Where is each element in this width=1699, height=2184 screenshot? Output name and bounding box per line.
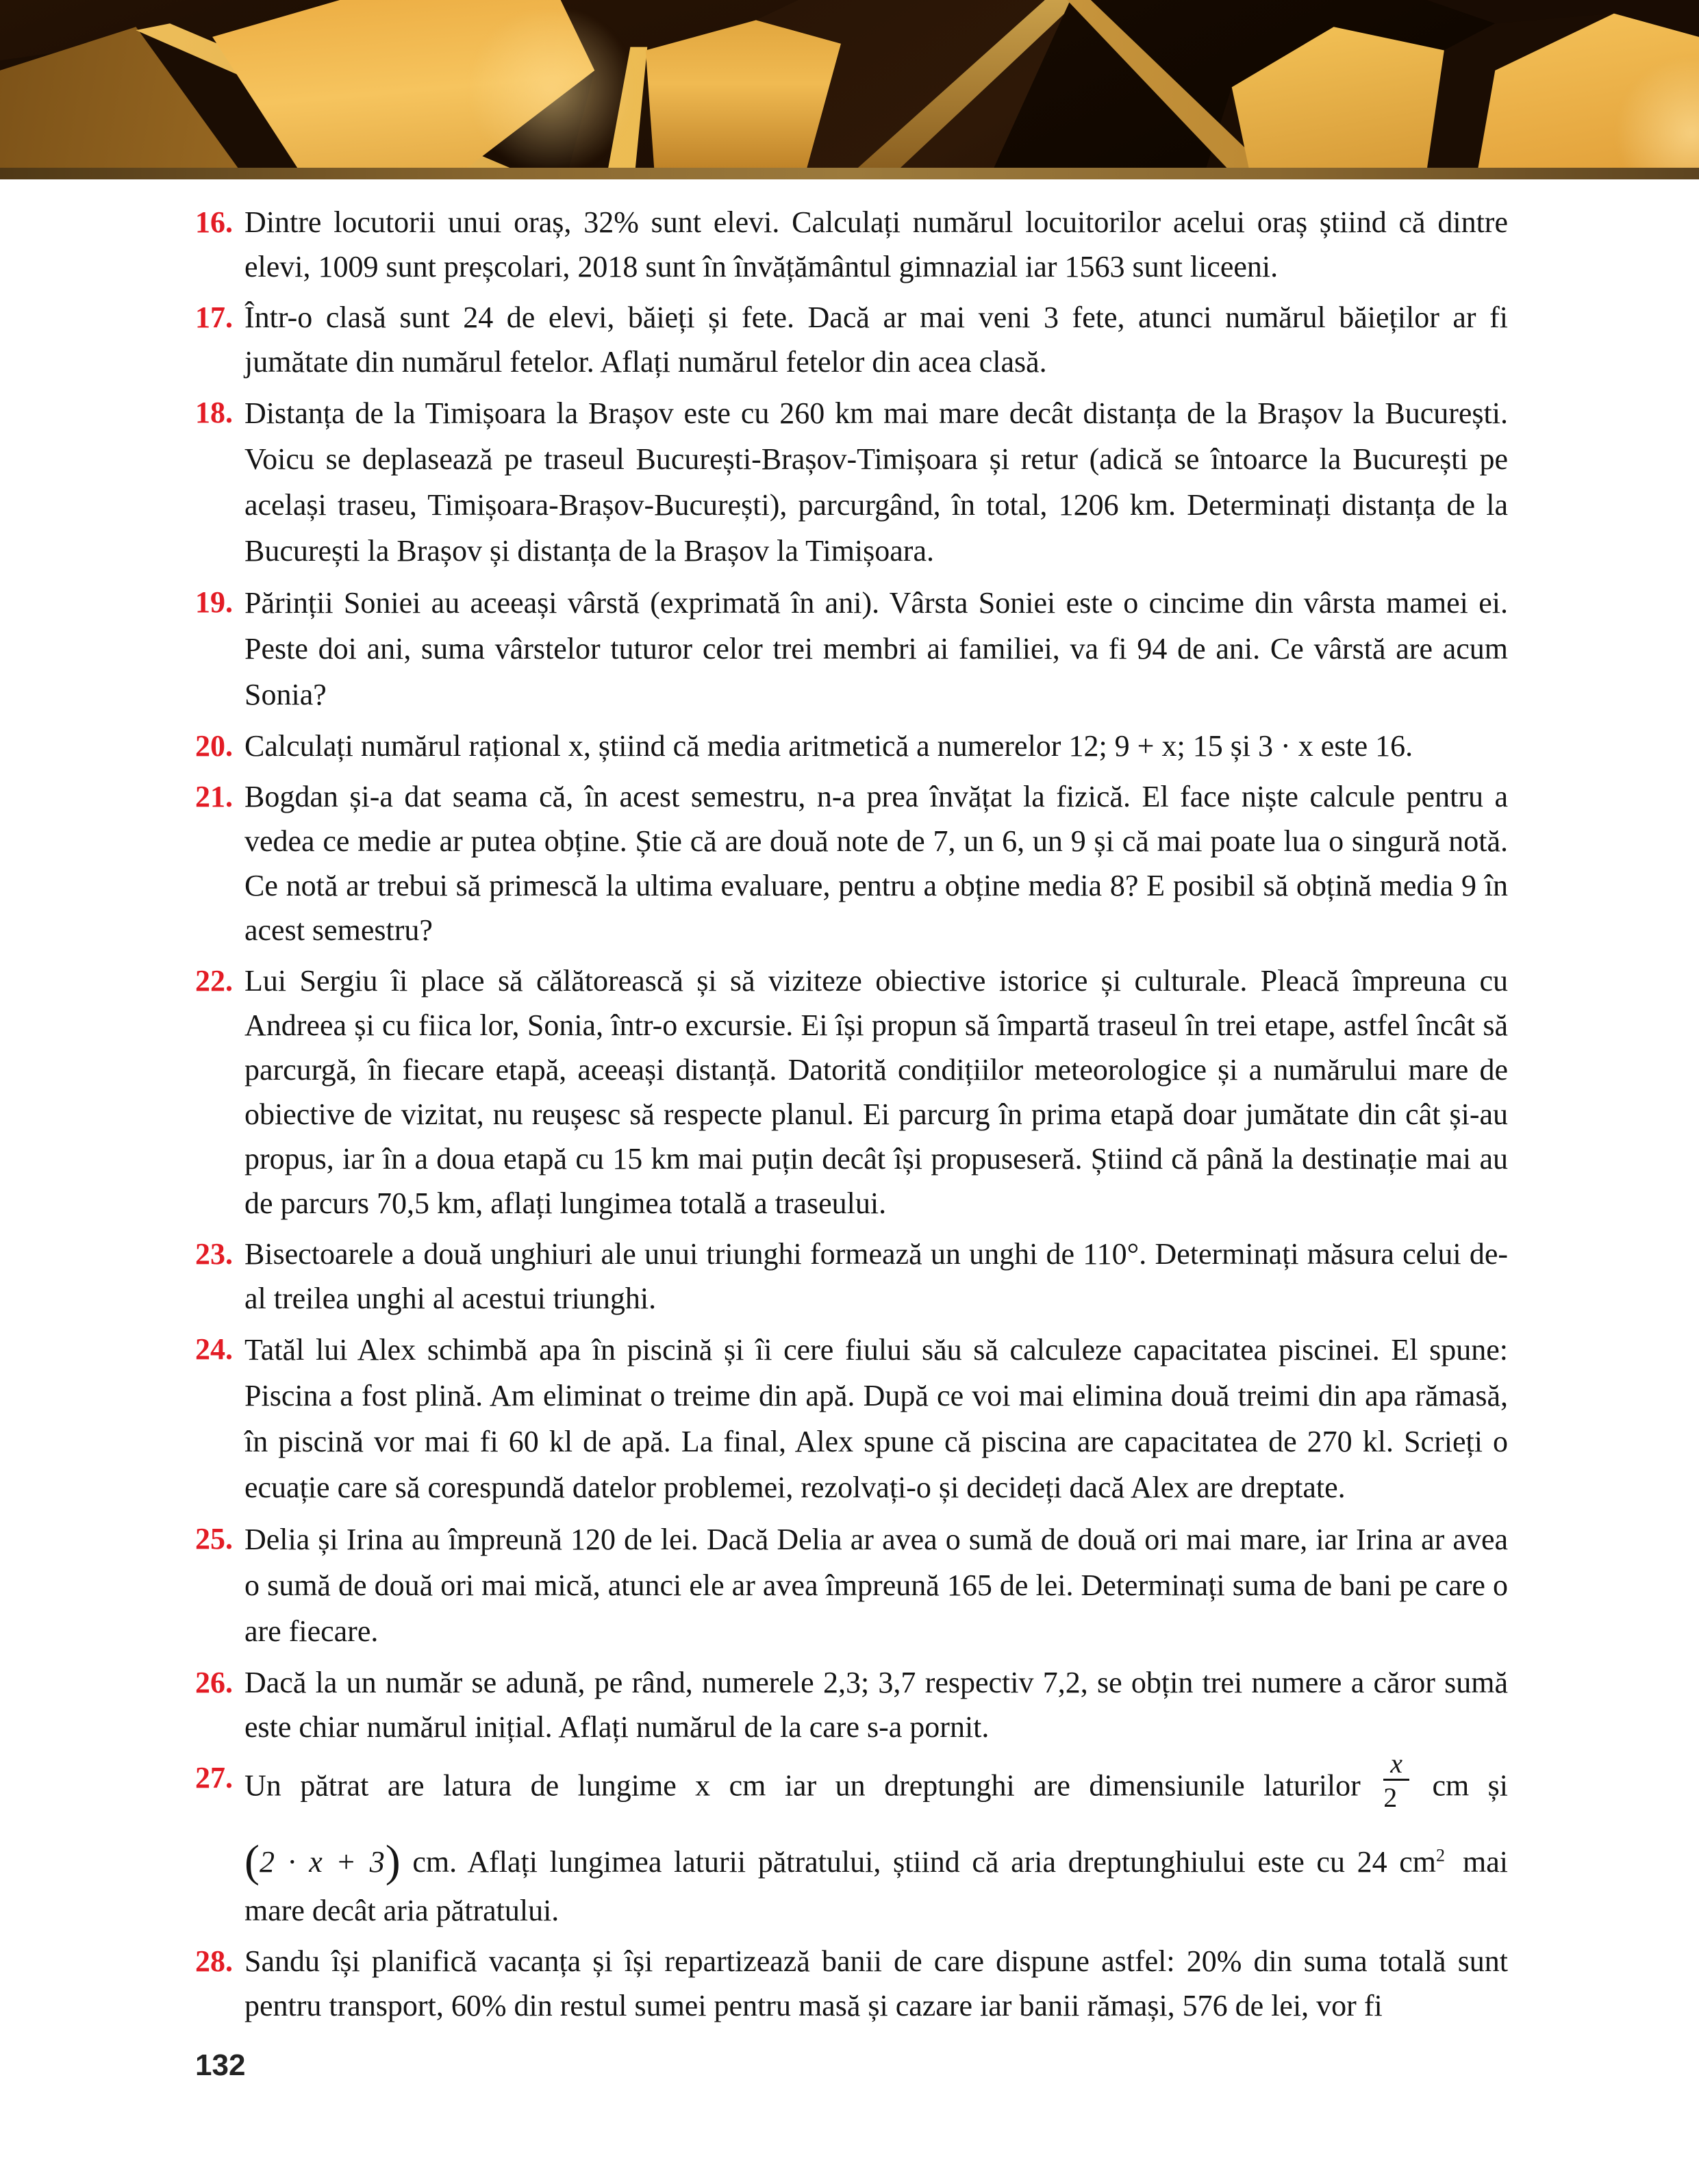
problem-text: Tatăl lui Alex schimbă apa în piscină și îi cere fiului său să calculeze capacitatea piscinei. El spune: Piscina a fost plină. Am eliminat o treime din apă. După ce voi mai elimina două treimi din apa rămasă, în piscină vor mai fi 60 kl de apă. La final, Alex spune că piscina are capacitatea de 270 kl. Scrieți o ecuație care să corespundă datelor problemei, rezolvați-o și decideți dacă Alex are dreptate.	[244, 1333, 1508, 1504]
problem-19	[195, 580, 1508, 718]
problem-text: Într-o clasă sunt 24 de elevi, băieți și fete. Dacă ar mai veni 3 fete, atunci numărul băieților ar fi jumătate din numărul fetelor. Aflați numărul fetelor din acea clasă.	[244, 301, 1508, 379]
problem-text: Bisectoarele a două unghiuri ale unui triunghi formează un unghi de 110°. Determinați măsura celui de-al treilea unghi al acestui triunghi.	[244, 1237, 1508, 1315]
banner-light-glow-center	[442, 11, 661, 168]
problem-17	[195, 295, 1508, 384]
problem-number: 27.	[195, 1761, 233, 1794]
problem-number: 20.	[195, 729, 233, 763]
problem-text: Sandu își planifică vacanța și își repartizează banii de care dispune astfel: 20% din suma totală sunt pentru transport, 60% din restul sumei pentru masă și cazare iar banii rămași, 576 de lei, vor fi	[244, 1944, 1508, 2022]
problem-number: 19.	[195, 585, 233, 619]
problem-text: Dintre locutorii unui oraș, 32% sunt elevi. Calculați numărul locuitorilor acelui oraș știind că dintre elevi, 1009 sunt preșcolari, 2018 sunt în învățământul gimnazial iar 1563 sunt liceeni.	[244, 205, 1508, 283]
header-banner-image	[0, 0, 1699, 179]
problem-number: 18.	[195, 396, 233, 429]
problem-text: Un pătrat are latura de lungime x cm iar un dreptunghi are dimensiunile laturilor	[244, 1768, 1361, 1803]
problem-text: mai	[1463, 1845, 1508, 1879]
problem-number: 26.	[195, 1666, 233, 1699]
problem-text: Dacă la un număr se adună, pe rând, numerele 2,3; 3,7 respectiv 7,2, se obțin trei numere a căror sumă este chiar numărul inițial. Aflați numărul de la care s-a pornit.	[244, 1666, 1508, 1744]
superscript-exponent: 2	[1436, 1845, 1445, 1866]
math-expression: 2 · x + 3	[259, 1845, 386, 1879]
problem-text: cm. Aflați lungimea laturii pătratului, știind că aria dreptunghiului este cu 24 cm	[412, 1845, 1436, 1879]
problem-number: 23.	[195, 1237, 233, 1271]
fraction-numerator: x	[1390, 1748, 1403, 1779]
fraction-x-over-2	[1383, 1749, 1409, 1815]
problem-text-line-2	[244, 1836, 1508, 1886]
banner-light-glow-right	[1589, 58, 1699, 179]
problem-number: 16.	[195, 205, 233, 239]
problem-text: Distanța de la Timișoara la Brașov este cu 260 km mai mare decât distanța de la Brașov la București. Voicu se deplasează pe traseul București-Brașov-Timișoara și retur (adică se întoarce la București pe același traseu, Timișoara-Brașov-București), parcurgând, în total, 1206 km. Determinați distanța de la București la Brașov și distanța de la Brașov la Timișoara.	[244, 396, 1508, 568]
problem-16	[195, 200, 1508, 289]
big-parenthesis-close: )	[385, 1836, 401, 1886]
banner-bottom-bar	[0, 168, 1699, 179]
problem-text: Calculați numărul rațional x, știind că media aritmetică a numerelor 12; 9 + x; 15 și 3 · x este 16.	[244, 729, 1413, 763]
problem-text-line-1	[244, 1748, 1509, 1822]
problem-number: 25.	[195, 1522, 233, 1556]
problem-20	[195, 724, 1508, 768]
problem-23	[195, 1232, 1508, 1321]
problem-27	[195, 1748, 1509, 1933]
problem-25	[195, 1516, 1508, 1654]
problem-number: 24.	[195, 1332, 233, 1366]
problem-22	[195, 958, 1508, 1226]
problem-number: 17.	[195, 301, 233, 334]
problem-text: Lui Sergiu îi place să călătorească și să viziteze obiective istorice și culturale. Pleacă împreuna cu Andreea și cu fiica lor, Sonia, într-o excursie. Ei își propun să împartă traseul în trei etape, astfel încât să parcurgă, în fiecare etapă, aceeași distanță. Datorită condițiilor meteorologice și a numărului mare de obiective de vizitat, nu reușesc să respecte planul. Ei parcurg în prima etapă doar jumătate din cât și-au propus, iar în a doua etapă cu 15 km mai puțin decât își propuseseră. Știind că până la destinație mai au de parcurs 70,5 km, aflați lungimea totală a traseului.	[244, 964, 1508, 1220]
big-parenthesis-open: (	[244, 1836, 260, 1886]
problem-26	[195, 1660, 1508, 1749]
problem-number: 21.	[195, 780, 233, 813]
problem-number: 22.	[195, 964, 233, 998]
problem-text: Părinții Soniei au aceeași vârstă (exprimată în ani). Vârsta Soniei este o cincime din vârsta mamei ei. Peste doi ani, suma vârstelor tuturor celor trei membri ai familiei, va fi 94 de ani. Ce vârstă are acum Sonia?	[244, 586, 1508, 711]
problem-text-line-3: mare decât aria pătratului.	[244, 1894, 559, 1927]
problems-list	[195, 200, 1508, 2034]
problem-24	[195, 1327, 1508, 1510]
problem-18	[195, 390, 1508, 574]
problem-21	[195, 774, 1508, 952]
problem-text: Delia și Irina au împreună 120 de lei. Dacă Delia ar avea o sumă de două ori mai mare, iar Irina ar avea o sumă de două ori mai mică, atunci ele ar avea împreună 165 de lei. Determinați suma de bani pe care o are fiecare.	[244, 1523, 1508, 1648]
problem-number: 28.	[195, 1944, 233, 1978]
problem-28	[195, 1939, 1508, 2028]
problem-text: Bogdan și-a dat seama că, în acest semestru, n-a prea învățat la fizică. El face niște calcule pentru a vedea ce medie ar putea obține. Știe că are două note de 7, un 6, un 9 și că mai poate lua o singură notă. Ce notă ar trebui să primescă la ultima evaluare, pentru a obține media 8? E posibil să obțină media 9 în acest semestru?	[244, 780, 1508, 947]
problem-text: cm și	[1432, 1768, 1509, 1803]
fraction-denominator: 2	[1383, 1779, 1409, 1815]
page-number: 132	[195, 2048, 246, 2082]
